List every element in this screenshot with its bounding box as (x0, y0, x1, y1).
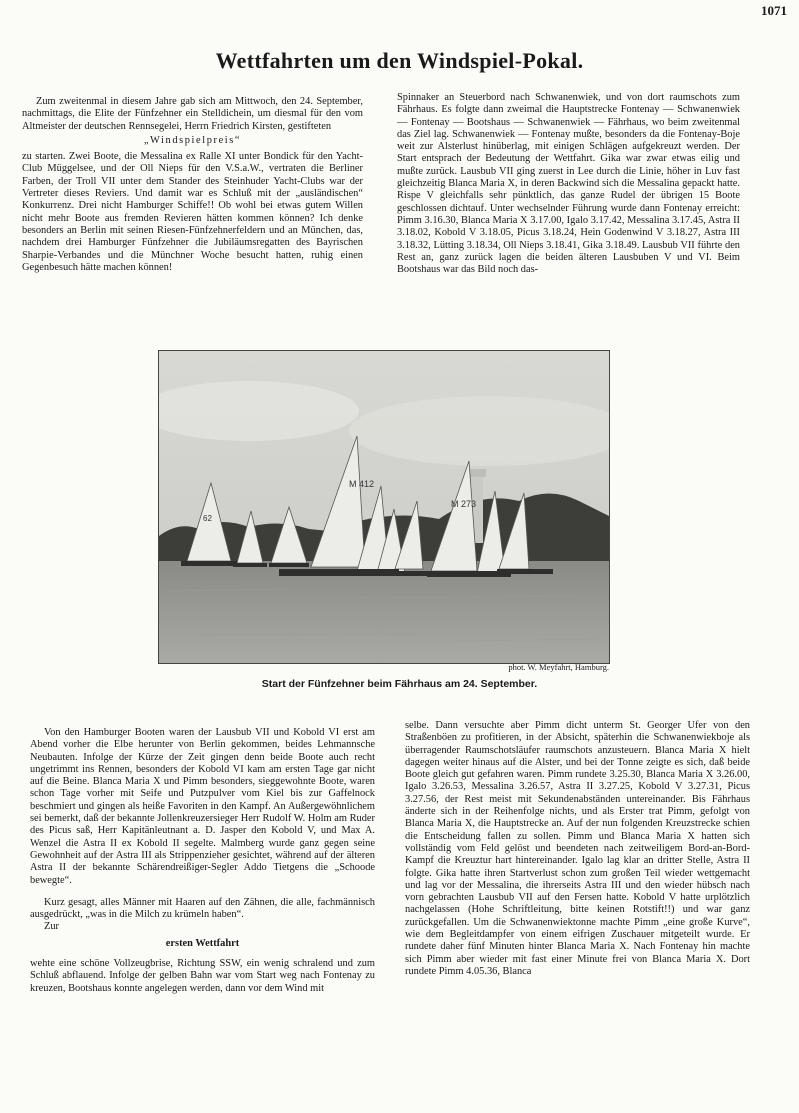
paragraph: zu starten. Zwei Boote, die Messalina ex Ralle XI unter Bondick für den Yacht-Club Müggelsee, und der Oll Nieps für den V.S.a.W., vertraten die Berliner Farben, der Troll VII unter dem Stander des Steinhuder Yacht-Clubs war der Vertreter dieses Reviers. Und damit war es Schluß mit der „ausländischen“ Konkurrenz. Drei nicht Hamburger Schiffe!! Ob wohl bei etwas gutem Willen nicht mehr Boote aus fremden Revieren hätten kommen können? Ich denke besonders an Berlin mit seinen Riesen-Fünfzehnerfeldern und an München, das, nachdem drei Hamburger Fünfzehner die Jubiläumsregatten des Bayrischen Sharpie-Verbandes und die Münchner Woche besucht hatten, ruhig einen Gegenbesuch hätte machen können! (22, 151, 363, 273)
sail-number: 62 (203, 514, 212, 523)
paragraph: Zum zweitenmal in diesem Jahre gab sich am Mittwoch, den 24. September, nachmittags, die Elite der Fünfzehner ein Stelldichein, um diesmal für den vom Altmeister der deutschen Rennsegelei, Herrn Friedrich Kirsten, gestifteten (22, 96, 363, 132)
column-bottom-left (30, 727, 375, 995)
section-heading: ersten Wettfahrt (165, 937, 240, 949)
photo-caption: Start der Fünfzehner beim Fährhaus am 24. September. (261, 678, 538, 690)
regatta-photo (158, 350, 610, 664)
paragraph: Kurz gesagt, alles Männer mit Haaren auf den Zähnen, die alle, fachmännisch ausgedrückt, „was in die Milch zu krümeln haben“. (30, 896, 375, 921)
paragraph: Von den Hamburger Booten waren der Lausbub VII und Kobold VI erst am Abend vorher die Elbe herunter von Berlin gekommen, beides Lehmannsche Neubauten. Infolge der Kürze der Zeit gingen denn beide Boote auch recht ungetrimmt ins Rennen, besonders der Kobold VI kam am ersten Tage gar nicht auf die Beine. Blanca Maria X und Pimm besonders, sieggewohnte Boote, waren schon Tage vorher mit Seife und Putzpulver vom Kiel bis zur Gaffelnock beschmiert und gingen als heiße Favoriten in den Kampf. An Außergewöhnlichem sei bemerkt, daß der bekannte Jollenkreuzersieger Herr Rudolf W. Holm am Ruder des Picus saß, Herr Kapitänleutnant a. D. Jasper den Kobold V, und Max A. Wenzel die Astra II ex Kobold II segelte. Malmberg wurde ganz gegen seine Gewohnheit auf der Astra III als Strippenzieher gesichtet, während auf der älteren Astra II der bekannte Schärendreißiger-Segler Addo Tietgens die „Schoode bewegte“. (30, 727, 375, 886)
paragraph: Spinnaker an Steuerbord nach Schwanenwiek, und von dort raumschots zum Fährhaus. Es folgte dann zweimal die Hauptstrecke Fontenay — Schwanenwiek — Fontenay — Bootshaus — Schwanenwiek — Fährhaus, wo beim zweitenmal das Ziel lag. Schwanenwiek — Fontenay mußte, besonders da die Fontenay-Boje weit zur Alsterlust hinüberlag, mit einigen Schlägen aufgekreuzt werden. Der Start entsprach der Bedeutung der Wettfahrt. Gika war zwar etwas eilig und mußte zurück. Lausbub VII ging zuerst in Lee durch die Linie, höher in Luv fast gleichzeitig Blanca Maria X, in deren Backwind sich die Messalina gepackt hatte. Rispe V gleichfalls sehr pünktlich, das ganze Rudel der übrigen 15 Boote geschlossen dichtauf. Unter wechselnder Führung wurde dann Fontenay erreicht: Pimm 3.16.30, Blanca Maria X 3.17.00, Igalo 3.17.42, Messalina 3.17.45, Astra II 3.18.02, Kobold V 3.18.05, Picus 3.18.24, Hein Godenwind V 3.18.27, Astra III 3.18.32, Lütting 3.18.34, Oll Nieps 3.18.41, Gika 3.18.49. Lausbub VII führte den Rest an, ganz zurück lagen die beiden älteren Lausbuben V und VI. Beim Bootshaus war das Bild noch das- (397, 92, 740, 276)
page-number: 1071 (761, 3, 787, 18)
sailboats-image (159, 351, 609, 663)
sail-number: M 273 (451, 499, 477, 509)
photo-credit: phot. W. Meyfahrt, Hamburg. (508, 662, 609, 672)
prize-name: „Windspielpreis“ (143, 134, 242, 146)
sail-number: M 412 (349, 479, 375, 489)
paragraph: wehte eine schöne Vollzeugbrise, Richtung SSW, ein wenig schralend und zum Schluß abflauend. Infolge der gelben Bahn war vom Start weg nach Fontenay zu kreuzen, Bootshaus konnte angelegen werden, dann vor dem Wind mit (30, 958, 375, 994)
column-bottom-right (405, 720, 750, 978)
column-top-left (22, 96, 363, 274)
paragraph: Zur (44, 921, 60, 933)
column-top-right (397, 92, 740, 276)
paragraph: selbe. Dann versuchte aber Pimm dicht unterm St. Georger Ufer von den Straßenböen zu profitieren, in der Absicht, späterhin die Schwanenwiekboje als überragender Raumschotsläufer raumschots anzusteuern. Blanca Maria X hielt dagegen weiter hinaus auf die Alster, und bei der Tonne zeigte es sich, daß beide Boote gleich gut gefahren waren. Pimm rundete 3.25.30, Blanca Maria X 3.26.00, Igalo 3.26.53, Messalina 3.26.57, Astra II 3.27.25, Kobold V 3.27.31, Picus 3.27.56, der Rest meist mit Sekundenabständen untereinander. Bis Fährhaus änderte sich in der Reihenfolge nichts, und als Erster trat Pimm, gefolgt von Blanca Maria X, die Hauptstrecke an. Auf der nun folgenden Kreuzstrecke schien die Entscheidung fallen zu sollen. Pimm und Blanca Maria X hatten sich vollständig vom Feld gelöst und beendeten nach zeitweiligem Bord-an-Bord-Kampf die Kreuztur hart hintereinander. Igalo lag klar an dritter Stelle, Astra II folgte. Gika hatte ihren Startverlust schon zum großen Teil wieder wettgemacht und lag vor der Messalina, die ihrerseits Astra III und den wieder hübsch nach vorn gebrachten Lausbub VII auf den Fersen hatte. Kobold V hatte urplötzlich nachgelassen (Hohe Schriftleitung, bitte keinen Rotstift!!) und war ganz zurückgefallen. Um die Schwanenwiektonne machte Pimm „eine große Kurve“, wie dem Begleitdampfer von einem eifrigen Zuschauer mitgeteilt wurde. Er rundete daher fünf Minuten hinter Blanca Maria X. Nach Fontenay hin machte sich Pimm aber wieder mit fast einer Minute frei von Blanca Maria X. Dort rundete Pimm 4.05.36, Blanca (405, 720, 750, 977)
article-title: Wettfahrten um den Windspiel-Pokal. (215, 48, 584, 73)
